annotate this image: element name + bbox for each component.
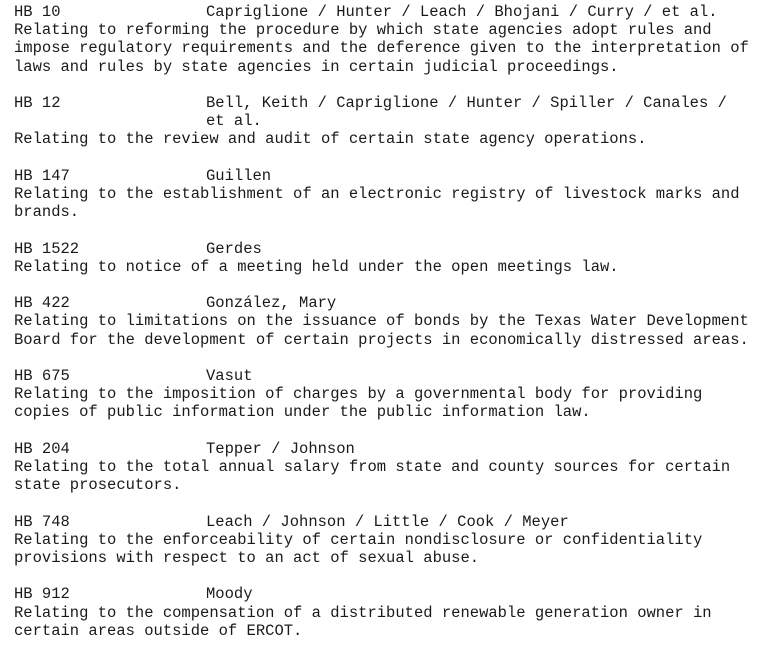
- bill-header: [14, 94, 754, 130]
- bill-caption: Relating to the total annual salary from state and county sources for certain state prosecutors.: [14, 457, 731, 495]
- bill-caption: Relating to limitations on the issuance of bonds by the Texas Water Development Board for the development of certain projects in economically distressed areas.: [14, 312, 749, 349]
- bill-entry: [14, 240, 754, 276]
- bill-header: [14, 367, 754, 385]
- bill-caption: Relating to the compensation of a distributed renewable generation owner in certain areas outside of ERCOT.: [14, 603, 712, 640]
- bill-header: [14, 3, 754, 21]
- bill-caption: Relating to the establishment of an electronic registry of livestock marks and brands.: [14, 185, 740, 222]
- bill-number: HB 748: [14, 512, 70, 531]
- bill-caption: Relating to the review and audit of certain state agency operations.: [14, 130, 647, 149]
- bill-authors: Guillen: [206, 166, 272, 185]
- bill-caption: Relating to the enforceability of certain nondisclosure or confidentiality provisions with respect to an act of sexual abuse.: [14, 530, 703, 567]
- bill-number: HB 1522: [14, 239, 80, 258]
- bill-number: HB 204: [14, 439, 70, 458]
- bill-number: HB 147: [14, 166, 70, 185]
- bill-authors: Tepper / Johnson: [206, 439, 355, 458]
- bill-list: [14, 3, 754, 658]
- bill-number: HB 912: [14, 585, 70, 604]
- bill-entry: [14, 167, 754, 222]
- bill-number: HB 10: [14, 3, 61, 21]
- bill-authors: Vasut: [206, 366, 253, 385]
- bill-number: HB 422: [14, 294, 70, 313]
- bill-authors: Bell, Keith / Capriglione / Hunter / Spiller / Canales / et al.: [206, 94, 727, 131]
- bill-entry: [14, 294, 754, 349]
- bill-caption: Relating to reforming the procedure by which state agencies adopt rules and impose regulatory requirements and the deference given to the interpretation of laws and rules by state agencies in certain judicial proceedings.: [14, 21, 749, 76]
- bill-entry: [14, 513, 754, 568]
- bill-entry: [14, 585, 754, 640]
- bill-entry: [14, 440, 754, 495]
- bill-authors: Gerdes: [206, 239, 262, 258]
- bill-header: [14, 513, 754, 531]
- bill-caption: Relating to notice of a meeting held under the open meetings law.: [14, 257, 619, 276]
- bill-authors: Moody: [206, 585, 253, 604]
- bill-header: [14, 240, 754, 258]
- bill-number: HB 675: [14, 366, 70, 385]
- bill-entry: [14, 3, 754, 76]
- bill-header: [14, 167, 754, 185]
- bill-authors: Leach / Johnson / Little / Cook / Meyer: [206, 512, 569, 531]
- bill-header: [14, 440, 754, 458]
- bill-header: [14, 294, 754, 312]
- bill-authors: González, Mary: [206, 294, 337, 313]
- bill-caption: Relating to the imposition of charges by a governmental body for providing copies of public information under the public information law.: [14, 385, 703, 422]
- bill-entry: [14, 94, 754, 149]
- bill-header: [14, 585, 754, 603]
- bill-entry: [14, 367, 754, 422]
- bill-number: HB 12: [14, 94, 61, 112]
- bill-authors: Capriglione / Hunter / Leach / Bhojani / Curry / et al.: [206, 3, 718, 21]
